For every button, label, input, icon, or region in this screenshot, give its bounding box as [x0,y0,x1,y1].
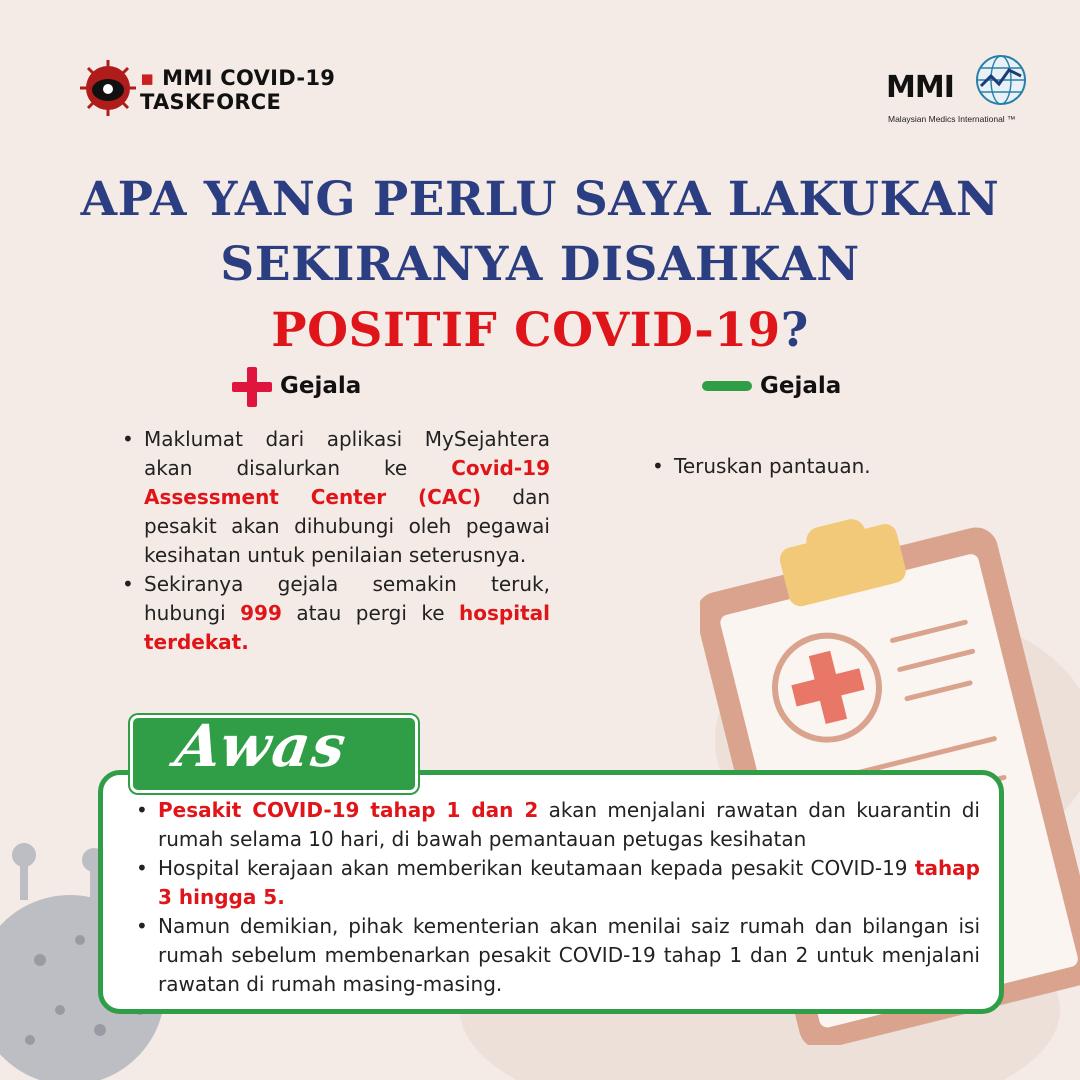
list-item: • Namun demikian, pihak kementerian akan menilai saiz rumah dan bilangan isi rumah sebelum membenarkan pesakit COVID-19 tahap 1 dan 2 untuk menjalani rawatan di rumah masing-masing. [134,912,980,999]
negative-symptoms-list [650,454,871,478]
taskforce-logo-text [140,66,335,114]
mmi-logo-text: MMI [886,70,954,105]
logo-line1: MMI COVID-19 [162,66,336,90]
awas-label: Awas [171,712,352,780]
mmi-logo-subtitle: Malaysian Medics International ™ [888,114,1016,124]
text: Maklumat dari aplikasi MySejahtera akan disalurkan ke [144,427,550,480]
text: akan menjalani rawatan dan kuarantin di rumah selama 10 hari, di bawah pemantauan petugas kesihatan [158,798,980,851]
awas-list [134,796,980,999]
list-item [120,570,550,657]
covid-taskforce-logo-icon [78,58,138,118]
title-line2: SEKIRANYA DISAHKAN [220,237,860,292]
title-line3 [0,303,1080,358]
list-item: • Teruskan pantauan. [650,454,871,478]
text: dan pesakit akan dihubungi oleh pegawai kesihatan untuk penilaian seterusnya. [144,485,551,567]
list-item [134,854,980,912]
plus-icon [232,367,272,407]
text: Sekiranya gejala semakin teruk, hubungi [144,572,550,625]
text: Hospital kerajaan akan memberikan keutamaan kepada pesakit COVID-19 [158,856,915,880]
cac-highlight: Covid-19 Assessment Center (CAC) [144,456,550,509]
positive-symptoms-heading: Gejala [280,373,362,399]
negative-symptoms-heading: Gejala [760,373,842,399]
positive-symptoms-list [120,425,550,657]
text: atau pergi ke [281,601,460,625]
list-item [120,425,550,570]
emergency-number: 999 [240,601,282,625]
title-question-mark: ? [780,303,809,358]
stage-highlight: tahap 3 hingga 5. [158,856,980,909]
stage-highlight: Pesakit COVID-19 tahap 1 dan 2 [158,798,539,822]
logo-line2: TASKFORCE [140,90,282,114]
globe-logo-icon [975,50,1027,114]
list-item [134,796,980,854]
hospital-highlight: hospital terdekat. [144,601,550,654]
title-positive-covid: POSITIF COVID-19 [271,303,781,358]
minus-icon [702,380,752,392]
title-line1: APA YANG PERLU SAYA LAKUKAN [80,172,1000,227]
logo-mmi: ▪ [140,66,155,90]
